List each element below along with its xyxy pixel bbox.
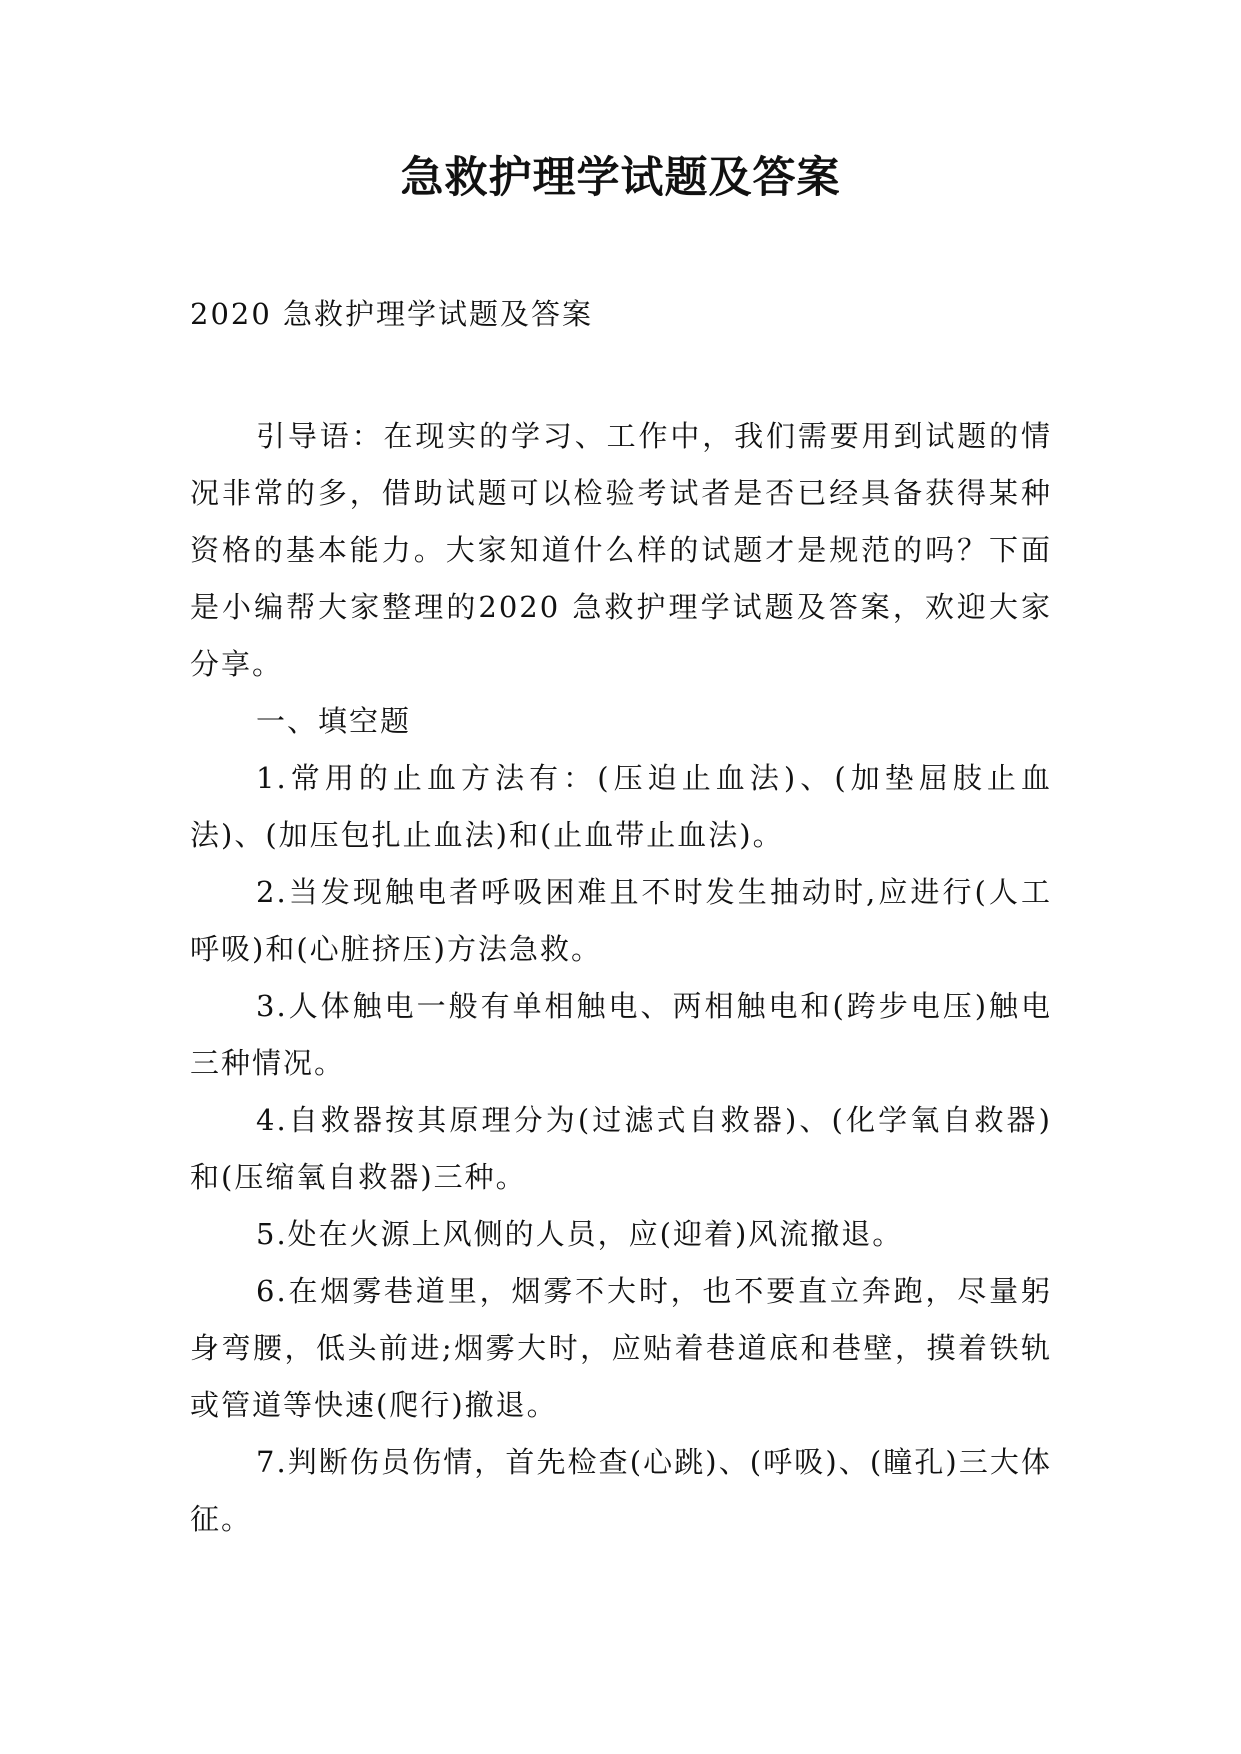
document-body bbox=[190, 408, 1052, 1548]
question-6: 6.在烟雾巷道里，烟雾不大时，也不要直立奔跑，尽量躬身弯腰，低头前进;烟雾大时，应贴着巷道底和巷壁，摸着铁轨或管道等快速(爬行)撤退。 bbox=[190, 1274, 1052, 1422]
question-3: 3.人体触电一般有单相触电、两相触电和(跨步电压)触电三种情况。 bbox=[190, 989, 1052, 1080]
question-5: 5.处在火源上风侧的人员，应(迎着)风流撤退。 bbox=[256, 1217, 904, 1251]
section-heading-fill-in-blank: 一、填空题 bbox=[256, 704, 412, 738]
question-7: 7.判断伤员伤情，首先检查(心跳)、(呼吸)、(瞳孔)三大体征。 bbox=[190, 1445, 1052, 1536]
document-subtitle: 2020 急救护理学试题及答案 bbox=[190, 297, 594, 331]
intro-paragraph: 引导语：在现实的学习、工作中，我们需要用到试题的情况非常的多，借助试题可以检验考试者是否已经具备获得某种资格的基本能力。大家知道什么样的试题才是规范的吗？下面是小编帮大家整理的2020 急救护理学试题及答案，欢迎大家分享。 bbox=[190, 419, 1052, 681]
document-title: 急救护理学试题及答案 bbox=[400, 153, 841, 203]
question-4: 4.自救器按其原理分为(过滤式自救器)、(化学氧自救器)和(压缩氧自救器)三种。 bbox=[190, 1103, 1052, 1194]
question-1: 1.常用的止血方法有：(压迫止血法)、(加垫屈肢止血法)、(加压包扎止血法)和(止血带止血法)。 bbox=[190, 761, 1052, 852]
question-2: 2.当发现触电者呼吸困难且不时发生抽动时,应进行(人工呼吸)和(心脏挤压)方法急救。 bbox=[190, 875, 1052, 966]
